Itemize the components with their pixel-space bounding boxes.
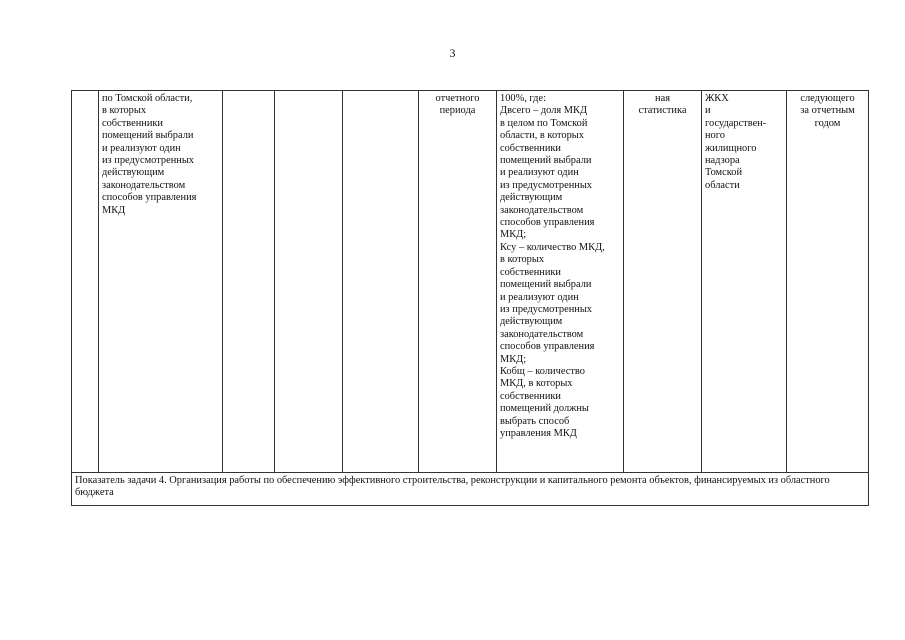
table-cell-empty-5	[343, 91, 419, 473]
page-number: 3	[449, 46, 456, 60]
table-cell-number	[72, 91, 99, 473]
table-cell-formula: 100%, где: Двсего – доля МКД в целом по Томской области, в которых собственники помещений выбрали и реализуют один из предусмотренных действующим законодательством способов управления МКД; Ксу – количество МКД, в которых собственники помещений выбрали и реализуют один из предусмотренных действующим законодательством способов управления МКД; Кобщ – количество МКД, в которых собственники помещений должны выбрать способ управления МКД	[497, 91, 624, 473]
table-cell-empty-3	[223, 91, 275, 473]
task-heading: Показатель задачи 4. Организация работы по обеспечению эффективного строительства, реконструкции и капитального ремонта объектов, финансируемых из областного бюджета	[72, 473, 869, 506]
table-row	[72, 91, 869, 473]
table-cell-source: ная статистика	[624, 91, 702, 473]
table-row-task	[72, 473, 869, 506]
table-cell-empty-4	[275, 91, 343, 473]
table-cell-responsible: ЖКХ и государствен- ного жилищного надзора Томской области	[702, 91, 787, 473]
table-cell-indicator-name: по Томской области, в которых собственники помещений выбрали и реализуют один из предусмотренных действующим законодательством способов управления МКД	[99, 91, 223, 473]
table-cell-deadline: следующего за отчетным годом	[787, 91, 869, 473]
indicator-table	[71, 90, 869, 506]
table-cell-period: отчетного периода	[419, 91, 497, 473]
